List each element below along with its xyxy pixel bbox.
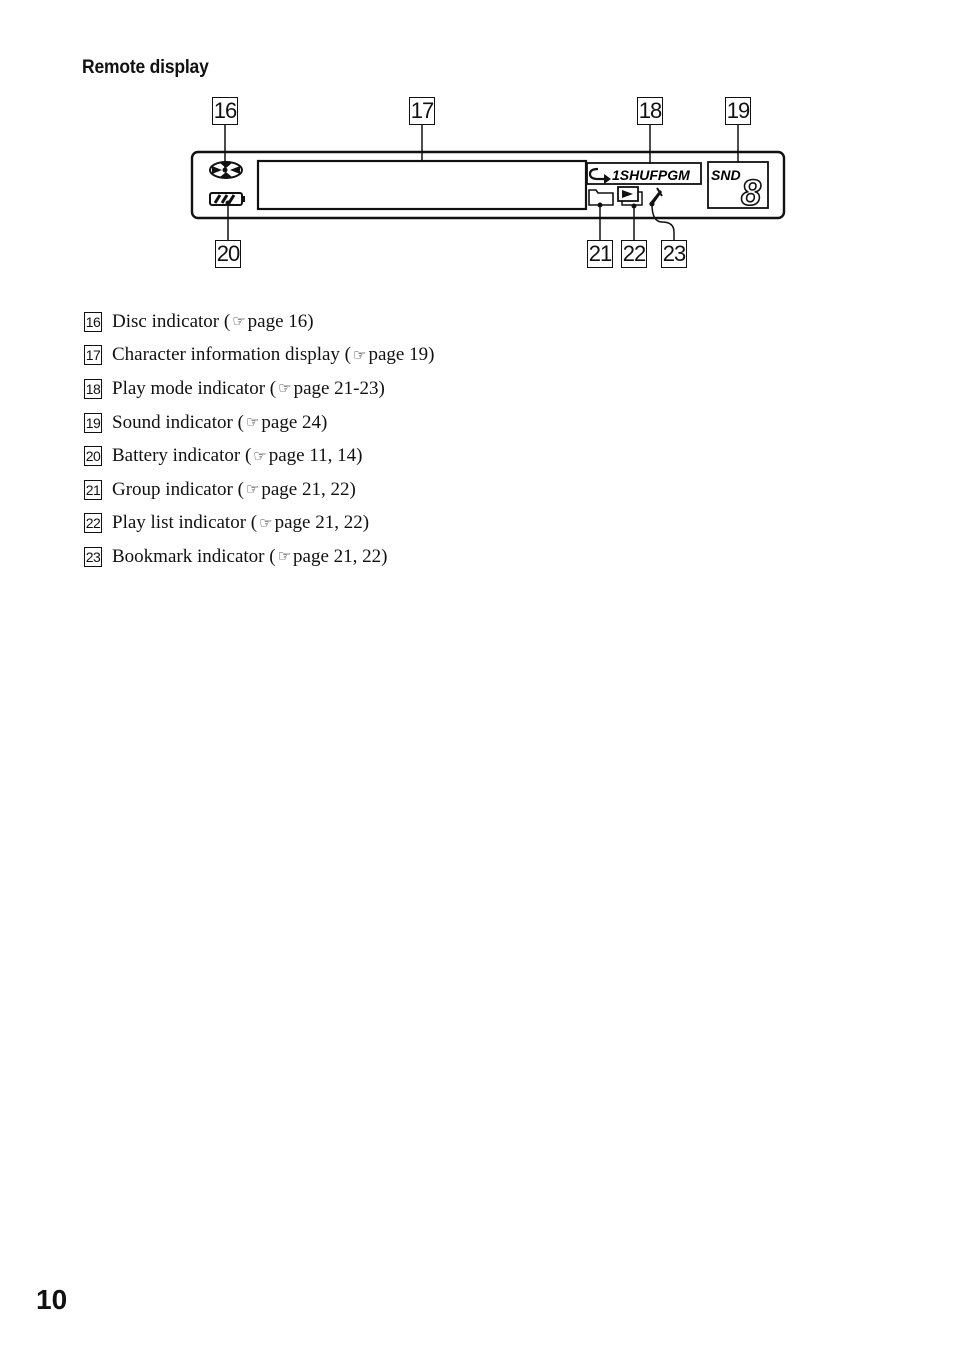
legend-ref: page 21-23)	[293, 377, 385, 399]
list-item	[84, 439, 434, 473]
legend-list	[84, 305, 434, 574]
pointing-hand-icon: ☞	[232, 314, 246, 331]
pointing-hand-icon: ☞	[277, 549, 292, 566]
legend-number: 21	[85, 481, 101, 498]
legend-ref: page 11, 14)	[268, 445, 363, 467]
legend-ref: page 21, 22)	[293, 545, 388, 567]
pointing-hand-icon: ☞	[245, 482, 260, 499]
legend-text: Disc indicator (	[112, 310, 231, 332]
legend-text: Sound indicator (	[112, 411, 244, 433]
callout-18: 18	[638, 98, 662, 123]
list-item	[84, 372, 434, 406]
legend-number: 19	[85, 414, 101, 431]
callout-23: 23	[662, 241, 686, 266]
pointing-hand-icon: ☞	[278, 381, 292, 398]
legend-number: 17	[85, 347, 101, 364]
legend-ref: page 21, 22)	[274, 512, 370, 534]
legend-text: Group indicator (	[112, 478, 244, 500]
page-number: 10	[36, 1284, 68, 1315]
legend-ref: page 19)	[368, 344, 435, 366]
legend-number: 22	[85, 515, 101, 532]
list-item	[84, 406, 434, 440]
pointing-hand-icon: ☞	[353, 347, 367, 364]
list-item	[84, 339, 434, 373]
legend-number: 20	[85, 448, 101, 465]
callout-22: 22	[622, 241, 646, 266]
pointing-hand-icon: ☞	[259, 515, 273, 532]
legend-text: Play mode indicator (	[112, 377, 277, 399]
legend-text: Character information display (	[112, 344, 352, 366]
callout-19: 19	[726, 98, 750, 123]
play-mode-text: 1SHUFPGM	[612, 167, 690, 183]
legend-number: 16	[85, 313, 101, 330]
sound-text: SND	[711, 167, 741, 183]
legend-ref: page 21, 22)	[261, 478, 356, 500]
list-item	[84, 540, 434, 574]
pointing-hand-icon: ☞	[253, 448, 267, 465]
legend-number: 23	[85, 548, 101, 565]
character-area	[258, 161, 586, 209]
callout-17: 17	[410, 98, 434, 123]
callout-21: 21	[588, 241, 612, 266]
section-heading: Remote display	[82, 57, 209, 78]
callout-16: 16	[213, 98, 237, 123]
legend-ref: page 16)	[247, 310, 314, 332]
legend-text: Battery indicator (	[112, 445, 252, 467]
list-item	[84, 507, 434, 541]
callout-20: 20	[216, 241, 240, 266]
legend-number: 18	[85, 380, 101, 397]
pointing-hand-icon: ☞	[245, 415, 260, 432]
list-item	[84, 473, 434, 507]
repeat-icon	[590, 169, 606, 179]
segment-digit: 8	[741, 172, 762, 213]
legend-text: Bookmark indicator (	[112, 545, 276, 567]
remote-display-diagram	[0, 0, 954, 300]
list-item	[84, 305, 434, 339]
legend-ref: page 24)	[261, 411, 328, 433]
legend-text: Play list indicator (	[112, 512, 258, 534]
